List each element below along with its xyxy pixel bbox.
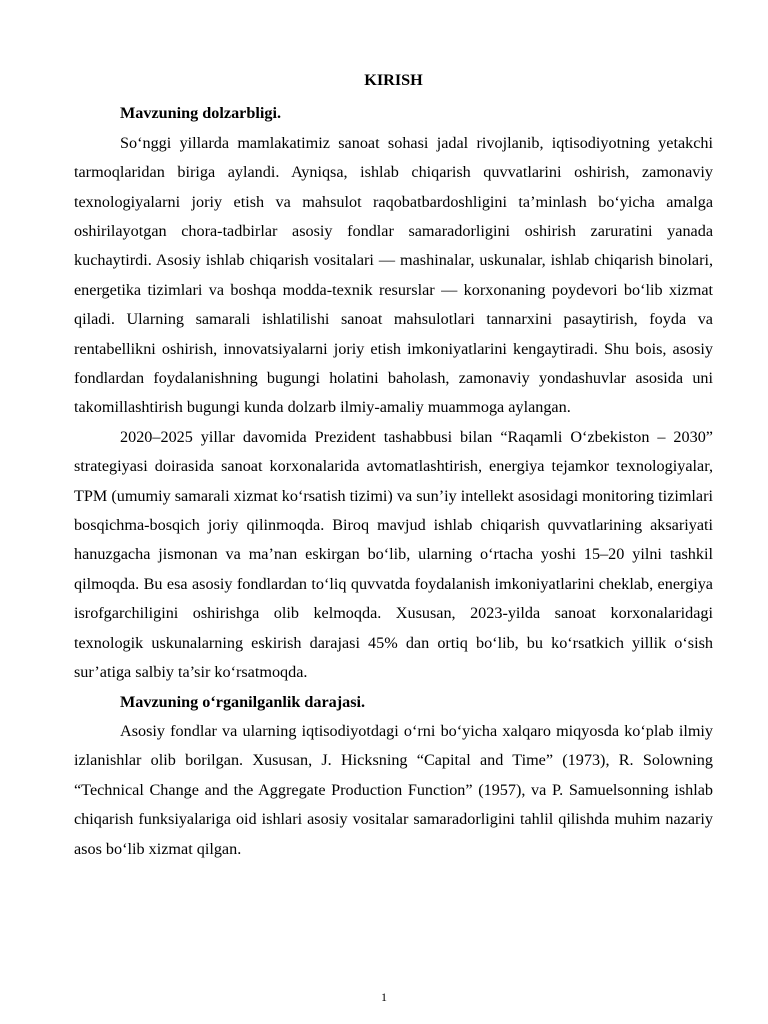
section-heading-relevance: Mavzuning dolzarbligi. [120,104,281,123]
page-number: 1 [381,990,387,1004]
section-heading-study-degree: Mavzuning o‘rganilganlik darajasi. [120,692,366,711]
document-title: KIRISH [364,71,423,89]
paragraph: Asosiy fondlar va ularning iqtisodiyotdagi o‘rni bo‘yicha xalqaro miqyosda ko‘plab ilmiy izlanishlar olib borilgan. Xususan, J. Hicksning “Capital and Time” (1973), R. Solowning “Technical Change and the Aggregate Production Function” (1957), va P. Samuelsonning ishlab chiqarish funksiyalariga oid ishlari asosiy vositalar samaradorligini tahlil qilishda muhim nazariy asos bo‘lib xizmat qilgan. [74,721,713,858]
document-page [74,66,713,864]
paragraph: 2020–2025 yillar davomida Prezident tashabbusi bilan “Raqamli O‘zbekiston – 2030” strategiyasi doirasida sanoat korxonalarida avtomatlashtirish, energiya tejamkor texnologiyalar, TPM (umumiy samarali xizmat ko‘rsatish tizimi) va sun’iy intellekt asosidagi monitoring tizimlari bosqichma-bosqich joriy qilinmoqda. Biroq mavjud ishlab chiqarish quvvatlarining aksariyati hanuzgacha jismonan va ma’nan eskirgan bo‘lib, ularning o‘rtacha yoshi 15–20 yilni tashkil qilmoqda. Bu esa asosiy fondlardan to‘liq quvvatda foydalanish imkoniyatlarini cheklab, energiya isrofgarchiligini oshirishga olib kelmoqda. Xususan, 2023-yilda sanoat korxonalaridagi texnologik uskunalarning eskirish darajasi 45% dan ortiq bo‘lib, bu ko‘rsatkich yillik o‘sish sur’atiga salbiy ta’sir ko‘rsatmoqda. [74,427,713,682]
paragraph: So‘nggi yillarda mamlakatimiz sanoat sohasi jadal rivojlanib, iqtisodiyotning yetakchi tarmoqlaridan biriga aylandi. Ayniqsa, ishlab chiqarish quvvatlarini oshirish, zamonaviy texnologiyalarni joriy etish va mahsulot raqobatbardoshligini ta’minlash bo‘yicha amalga oshirilayotgan chora-tadbirlar asosiy fondlar samaradorligini oshirish zaruratini yanada kuchaytirdi. Asosiy ishlab chiqarish vositalari — mashinalar, uskunalar, ishlab chiqarish binolari, energetika tizimlari va boshqa modda-texnik resurslar — korxonaning poydevori bo‘lib xizmat qiladi. Ularning samarali ishlatilishi sanoat mahsulotlari tannarxini pasaytirish, foyda va rentabellikni oshirish, innovatsiyalarni joriy etish imkoniyatlarini kengaytiradi. Shu bois, asosiy fondlardan foydalanishning bugungi holatini baholash, zamonaviy yondashuvlar asosida uni takomillashtirish bugungi kunda dolzarb ilmiy-amaliy muammoga aylangan. [74,133,713,417]
